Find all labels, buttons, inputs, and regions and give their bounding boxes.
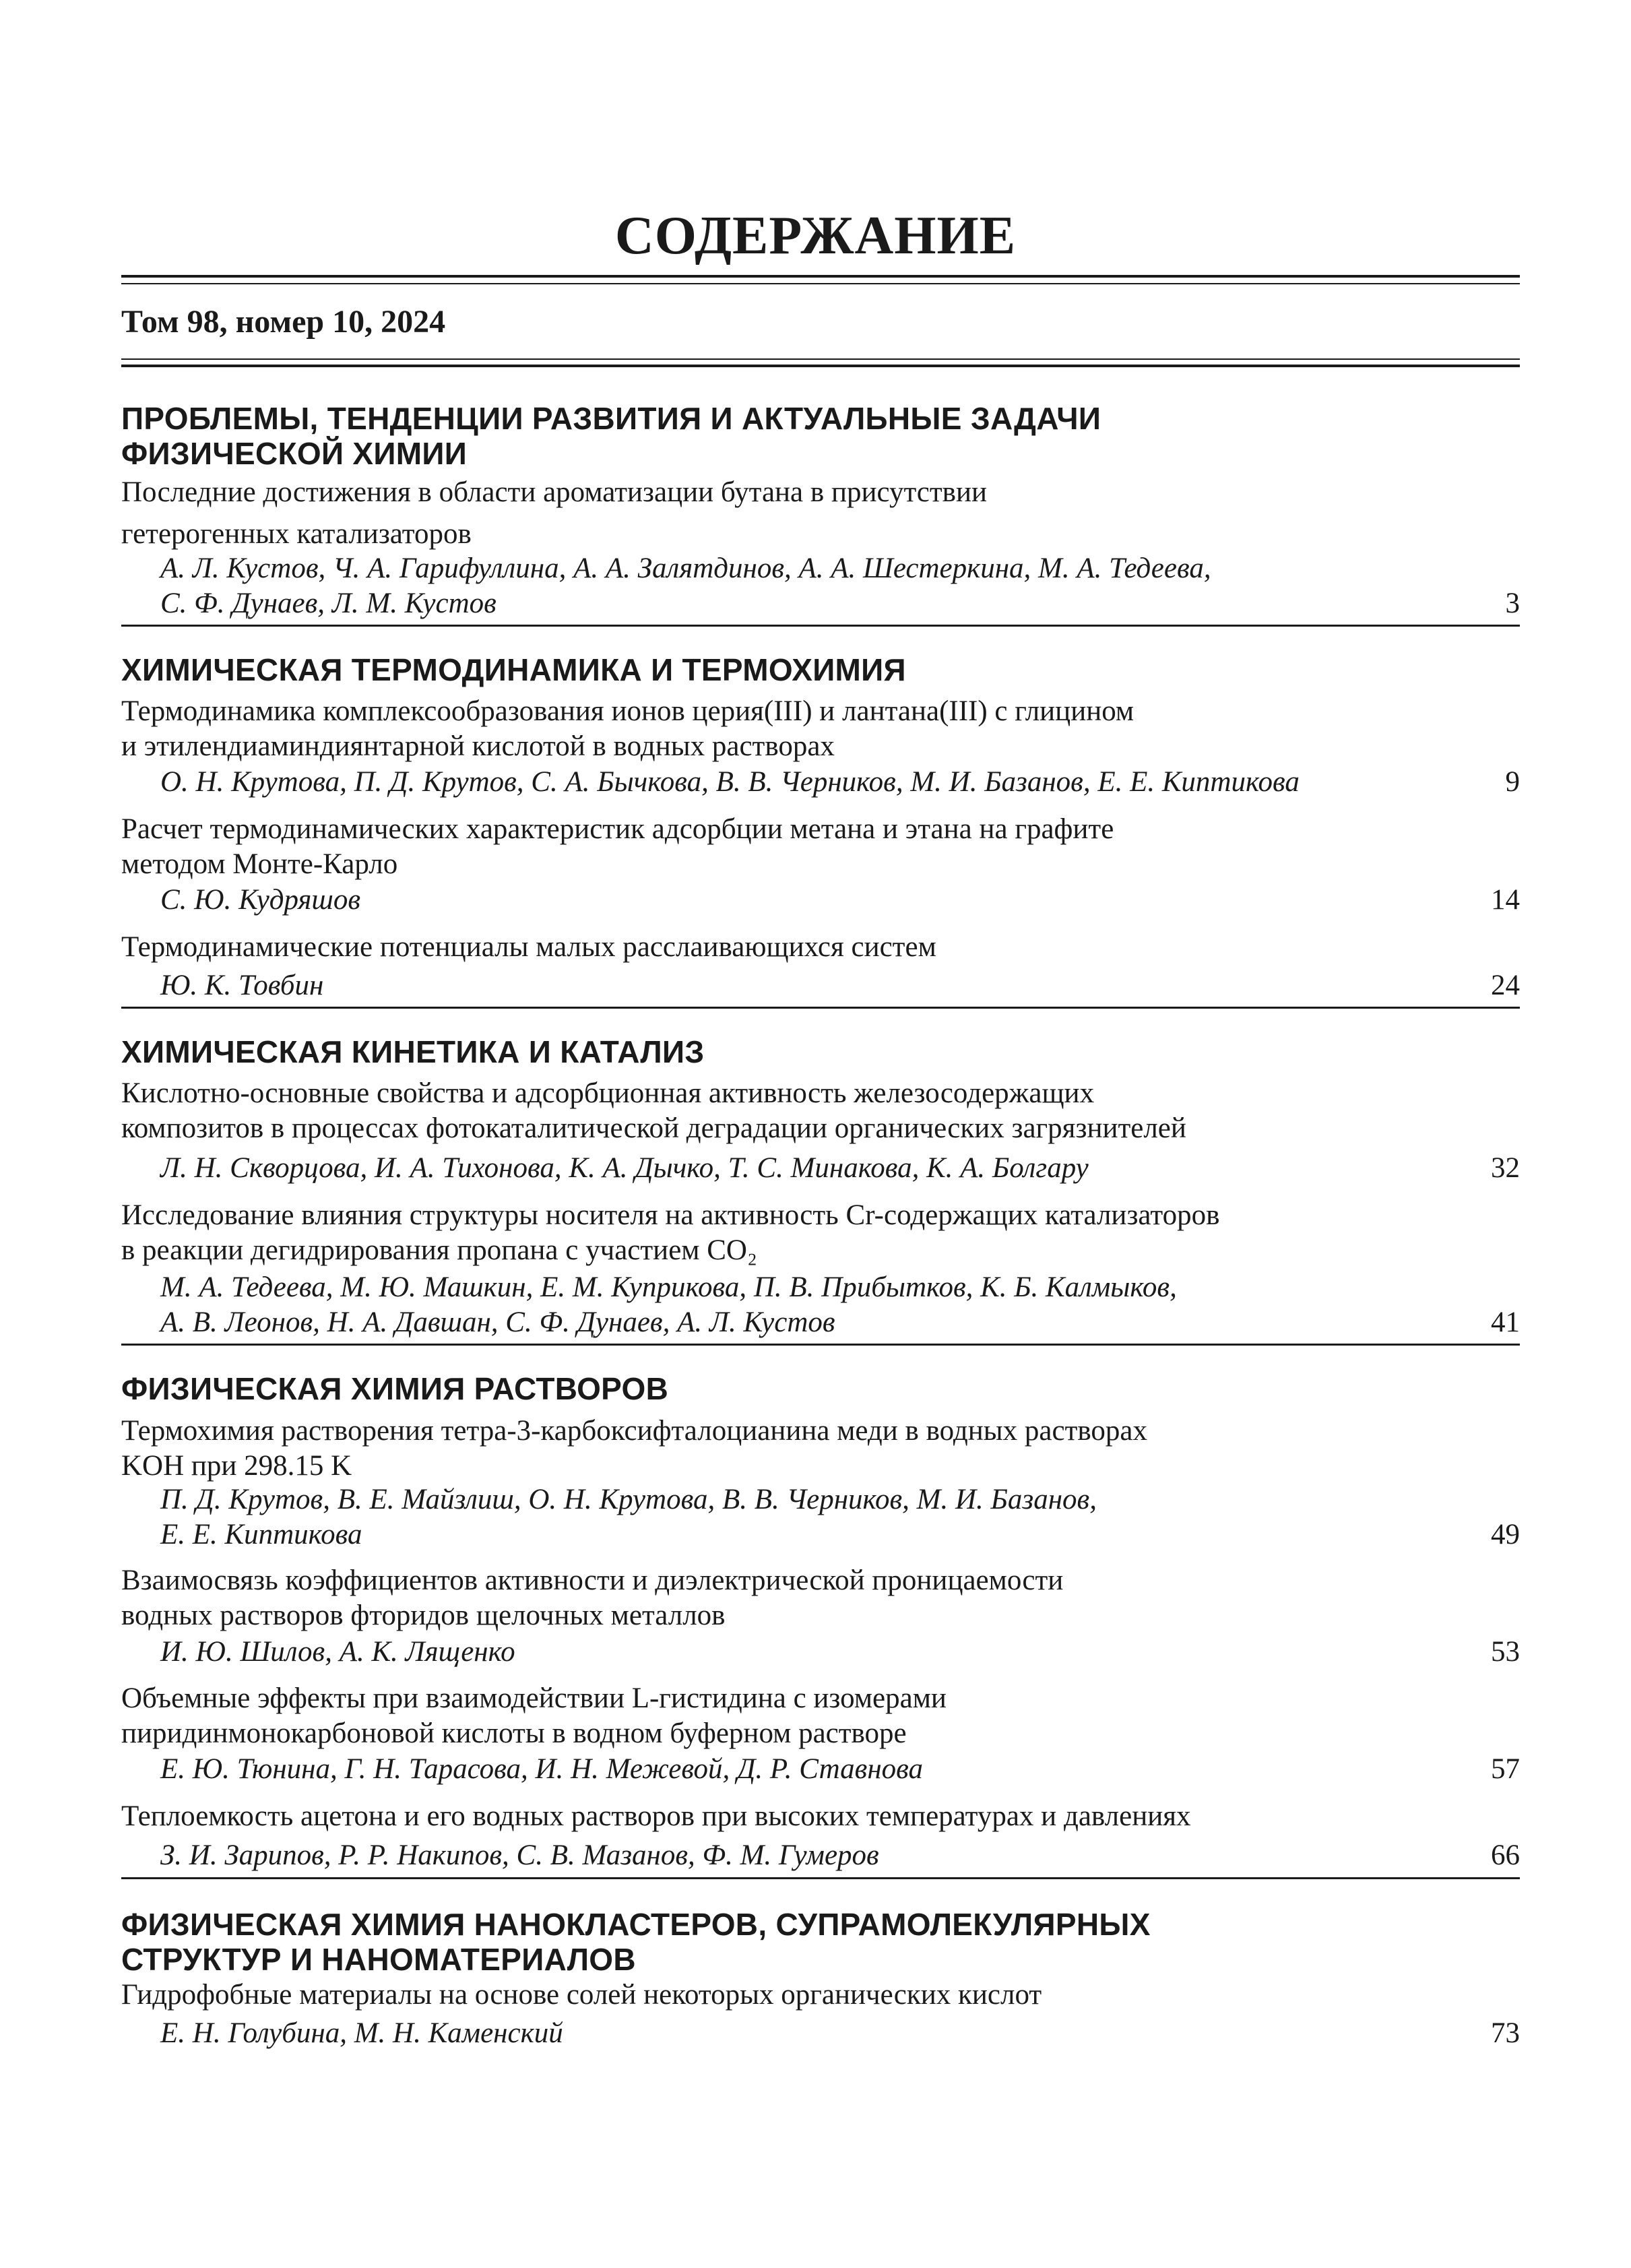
- volume-rule-bottom: [121, 365, 1520, 367]
- article-page-number[interactable]: 49: [1491, 1519, 1520, 1550]
- section-title: ФИЗИЧЕСКАЯ ХИМИЯ РАСТВОРОВ: [121, 1371, 669, 1406]
- article-title[interactable]: Теплоемкость ацетона и его водных растворов при высоких температурах и давлениях: [121, 1800, 1191, 1832]
- article-title[interactable]: Объемные эффекты при взаимодействии L-гистидина с изомерами пиридинмонокарбоновой кислоты в водном буферном растворе: [121, 1682, 947, 1749]
- section-divider: [121, 1007, 1520, 1009]
- section-title: ФИЗИЧЕСКАЯ ХИМИЯ НАНОКЛАСТЕРОВ, СУПРАМОЛЕКУЛЯРНЫХ СТРУКТУР И НАНОМАТЕРИАЛОВ: [121, 1907, 1151, 1977]
- section-title: ХИМИЧЕСКАЯ КИНЕТИКА И КАТАЛИЗ: [121, 1034, 705, 1069]
- section-divider: [121, 1877, 1520, 1879]
- article-authors: Е. Н. Голубина, М. Н. Каменский: [160, 2017, 563, 2049]
- article-title[interactable]: Термохимия растворения тетра-3-карбоксифталоцианина меди в водных растворах KOH при 298.15 K: [121, 1415, 1147, 1482]
- article-authors: С. Ю. Кудряшов: [160, 884, 361, 916]
- article-page-number[interactable]: 14: [1491, 884, 1520, 916]
- section-title: ПРОБЛЕМЫ, ТЕНДЕНЦИИ РАЗВИТИЯ И АКТУАЛЬНЫЕ ЗАДАЧИ ФИЗИЧЕСКОЙ ХИМИИ: [121, 401, 1101, 471]
- article-authors: М. А. Тедеева, М. Ю. Машкин, Е. М. Куприкова, П. В. Прибытков, К. Б. Калмыков, А. В. Леонов, Н. А. Давшан, С. Ф. Дунаев, А. Л. Кустов: [160, 1271, 1177, 1338]
- title-rule-top: [121, 275, 1520, 278]
- article-title[interactable]: Гидрофобные материалы на основе солей некоторых органических кислот: [121, 1979, 1042, 2011]
- page-title: СОДЕРЖАНИЕ: [614, 206, 1017, 265]
- article-title[interactable]: Взаимосвязь коэффициентов активности и диэлектрической проницаемости водных растворов фторидов щелочных металлов: [121, 1565, 1064, 1631]
- article-page-number[interactable]: 41: [1491, 1306, 1520, 1338]
- article-title[interactable]: Кислотно-основные свойства и адсорбционная активность железосодержащих композитов в процессах фотокаталитической деградации органических загрязнителей: [121, 1077, 1186, 1144]
- article-title[interactable]: Последние достижения в области ароматизации бутана в присутствии гетерогенных катализаторов: [121, 476, 988, 550]
- article-title[interactable]: Исследование влияния структуры носителя на активность Cr-содержащих катализаторов в реакции дегидрирования пропана с участием CO₂: [121, 1199, 1220, 1266]
- volume-rule-top: [121, 358, 1520, 360]
- article-authors: И. Ю. Шилов, А. К. Лященко: [160, 1636, 515, 1668]
- article-page-number[interactable]: 53: [1491, 1636, 1520, 1668]
- article-title[interactable]: Расчет термодинамических характеристик адсорбции метана и этана на графите методом Монте-Карло: [121, 813, 1114, 880]
- article-title[interactable]: Термодинамика комплексообразования ионов церия(III) и лантана(III) с глицином и этилендиаминдиянтарной кислотой в водных растворах: [121, 695, 1134, 762]
- article-authors: О. Н. Крутова, П. Д. Крутов, С. А. Бычкова, В. В. Черников, М. И. Базанов, Е. Е. Киптикова: [160, 766, 1300, 798]
- article-authors: Л. Н. Скворцова, И. А. Тихонова, К. А. Дычко, Т. С. Минакова, К. А. Болгару: [160, 1152, 1089, 1184]
- article-authors: П. Д. Крутов, В. Е. Майзлиш, О. Н. Крутова, В. В. Черников, М. И. Базанов, Е. Е. Киптикова: [160, 1484, 1097, 1550]
- section-title: ХИМИЧЕСКАЯ ТЕРМОДИНАМИКА И ТЕРМОХИМИЯ: [121, 652, 906, 687]
- article-page-number[interactable]: 24: [1491, 970, 1520, 1001]
- article-page-number[interactable]: 66: [1491, 1839, 1520, 1871]
- article-authors: З. И. Зарипов, Р. Р. Накипов, С. В. Мазанов, Ф. М. Гумеров: [160, 1839, 879, 1871]
- article-page-number[interactable]: 32: [1491, 1152, 1520, 1184]
- article-page-number[interactable]: 9: [1505, 766, 1520, 798]
- article-authors: Ю. К. Товбин: [160, 970, 324, 1001]
- article-page-number[interactable]: 3: [1505, 588, 1520, 619]
- section-divider: [121, 625, 1520, 627]
- article-page-number[interactable]: 73: [1491, 2017, 1520, 2049]
- article-page-number[interactable]: 57: [1491, 1753, 1520, 1785]
- article-authors: Е. Ю. Тюнина, Г. Н. Тарасова, И. Н. Межевой, Д. Р. Ставнова: [160, 1753, 924, 1785]
- volume-issue-line: Том 98, номер 10, 2024: [121, 304, 446, 340]
- title-rule-bottom: [121, 283, 1520, 284]
- article-title[interactable]: Термодинамические потенциалы малых расслаивающихся систем: [121, 931, 936, 963]
- section-divider: [121, 1344, 1520, 1346]
- article-authors: А. Л. Кустов, Ч. А. Гарифуллина, А. А. Залятдинов, А. А. Шестеркина, М. А. Тедеева, С. Ф. Дунаев, Л. М. Кустов: [160, 553, 1211, 619]
